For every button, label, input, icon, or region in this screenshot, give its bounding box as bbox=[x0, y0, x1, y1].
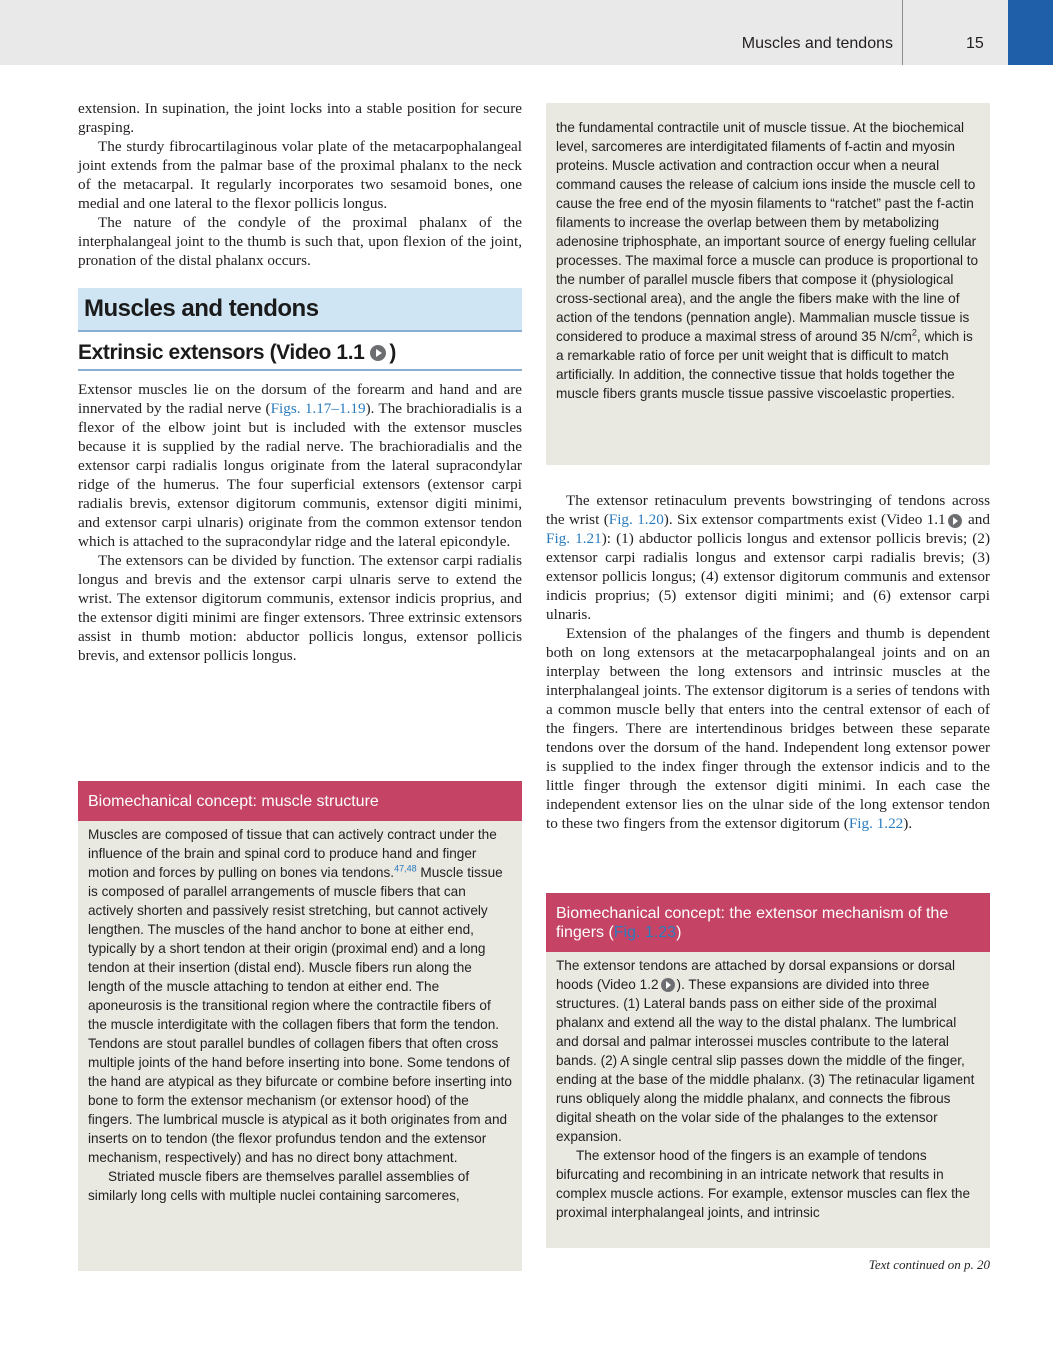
text-span: Extensor muscles lie on the dorsum of the forearm and hand and are innervated by the radial nerve ( bbox=[78, 381, 522, 417]
concept-box-body bbox=[546, 114, 990, 411]
paragraph bbox=[556, 956, 980, 1146]
text-span: Muscle tissue is composed of parallel arrangements of muscle fibers that can actively shorten and passively resist stretching, but cannot actively lengthen. The muscles of the hand anchor to bone at either end, typically by a short tendon at their origin (proximal end) and a long tendon at their insertion (distal end). Muscle fibers run along the length of the muscle attaching to tendon at either end. The aponeurosis is the transitional region where the contractile fibers of the muscle interdigitate with the collagen fibers that form the tendon. Tendons are stout parallel bundles of collagen fibers that often cross multiple joints of the hand before inserting into bone. Some tendons of the hand are atypical as they bifurcate or combine before inserting into bone to form the extensor mechanism (or extensor hood) of the fingers. The lumbrical muscle is atypical as it both originates from and inserts on to tendon (the flexor profundus tendon and the extensor mechanism, respectively) and has no direct bony attachment. bbox=[88, 865, 512, 1165]
superscript: 2 bbox=[911, 327, 917, 338]
paragraph bbox=[556, 118, 980, 403]
paragraph: The sturdy fibrocartilaginous volar plate of the metacarpophalangeal joint extends from the palmar base of the proximal phalanx to the neck of the metacarpal. It regularly incorporates two sesamoid bones, one medial and one lateral to the flexor pollicis longus. bbox=[78, 138, 522, 212]
sub-heading-close: ) bbox=[389, 341, 397, 364]
header-divider bbox=[902, 0, 903, 65]
figure-link[interactable]: Fig. 1.21 bbox=[546, 530, 602, 547]
continued-note: Text continued on p. 20 bbox=[868, 1257, 990, 1272]
paragraph: Striated muscle fibers are themselves parallel assemblies of similarly long cells with multiple nuclei containing sarcomeres, bbox=[88, 1169, 470, 1203]
running-header bbox=[0, 0, 1053, 65]
concept-box-title: Biomechanical concept: muscle structure bbox=[78, 781, 522, 821]
video-play-icon[interactable] bbox=[370, 345, 386, 361]
concept-box-title bbox=[546, 893, 990, 952]
page-number: 15 bbox=[966, 35, 984, 52]
concept-box-muscle-structure-continued bbox=[546, 103, 990, 465]
text-span: , which is a remarkable ratio of force per unit weight that is difficult to match artificially. In addition, the connective tissue that holds together the muscle fibers grants muscle tissue passive viscoelastic properties. bbox=[556, 329, 973, 401]
text-span: and bbox=[963, 511, 990, 528]
text-span: Muscles are composed of tissue that can actively contract under the influence of the brain and spinal cord to produce hand and finger motion and forces by pulling on bones via tendons. bbox=[88, 827, 497, 880]
figure-link[interactable]: Figs. 1.17–1.19 bbox=[270, 400, 366, 417]
concept-box-muscle-structure bbox=[78, 781, 522, 1271]
text-span: ). Six extensor compartments exist (Video 1.1 bbox=[663, 511, 946, 528]
paragraph bbox=[78, 380, 522, 551]
paragraph bbox=[546, 624, 990, 833]
text-span: ) bbox=[676, 924, 682, 941]
reference-superscript[interactable]: 47,48 bbox=[394, 863, 417, 874]
concept-box-extensor-mechanism bbox=[546, 893, 990, 1248]
concept-box-body bbox=[546, 952, 990, 1230]
text-span: Extension of the phalanges of the fingers and thumb is dependent both on long extensors at the metacarpophalangeal joints and on an interplay between the long extensors and intrinsic muscles at the interphalangeal joints. The extensor digitorum is a series of tendons with a common muscle belly that enters into the central extensor of each of the fingers. There are intertendinous bridges between these separate tendons over the dorsum of the hand. Independent long extensor power is supplied to the index finger through the extensor indicis and to the little finger through the extensor digiti minimi. In each case the independent extensor lies on the ulnar side of the long extensor tendon to these two fingers from the extensor digitorum ( bbox=[546, 625, 990, 832]
video-play-icon[interactable] bbox=[948, 514, 962, 528]
running-title: Muscles and tendons bbox=[741, 35, 893, 52]
section-heading: Muscles and tendons bbox=[78, 288, 522, 332]
text-span: the fundamental contractile unit of muscle tissue. At the biochemical level, sarcomeres are interdigitated filaments of f-actin and myosin proteins. Muscle activation and contraction occur when a neural command causes the release of calcium ions inside the muscle cell to cause the free end of the myosin filaments to “ratchet” past the f-actin filaments to increase the overlap between them by metabolizing adenosine triphosphate, an important source of energy fueling cellular processes. The maximal force a muscle can produce is proportional to the number of parallel muscle fibers that compose it (physiological cross-sectional area), and the angle the fibers make with the line of action of the tendons (pennation angle). Mammalian muscle tissue is considered to produce a maximal stress of around 35 N/cm bbox=[556, 120, 979, 344]
sub-heading bbox=[78, 339, 522, 371]
text-span: The extensor tendons are attached by dorsal expansions or dorsal hoods (Video 1.2 bbox=[556, 958, 955, 992]
paragraph: The nature of the condyle of the proximal phalanx of the interphalangeal joint to the thumb is such that, upon flexion of the joint, pronation of the distal phalanx occurs. bbox=[78, 214, 522, 269]
paragraph bbox=[88, 825, 512, 1167]
figure-link[interactable]: Fig. 1.22 bbox=[848, 815, 904, 832]
intro-text bbox=[78, 99, 522, 270]
right-column bbox=[546, 491, 990, 833]
text-span: The extensor retinaculum prevents bowstringing of tendons across the wrist ( bbox=[546, 492, 990, 528]
extensor-text bbox=[78, 380, 522, 665]
video-play-icon[interactable] bbox=[661, 978, 675, 992]
figure-link[interactable]: Fig. 1.20 bbox=[608, 511, 664, 528]
sub-heading-text: Extrinsic extensors (Video 1.1 bbox=[78, 341, 365, 364]
paragraph: extension. In supination, the joint locks into a stable position for secure grasping. bbox=[78, 100, 522, 136]
text-span: ): (1) abductor pollicis longus and extensor pollicis brevis; (2) extensor carpi radialis longus and extensor carpi radialis brevis; (3) extensor pollicis longus; (4) extensor digitorum communis and extensor indicis proprius; (5) extensor digiti minimi; and (6) extensor carpi ulnaris. bbox=[546, 530, 991, 623]
text-span: Biomechanical concept: the extensor mechanism of the fingers ( bbox=[556, 905, 949, 941]
text-span: ). These expansions are divided into three structures. (1) Lateral bands pass on either side of the proximal phalanx and extend all the way to the distal phalanx. The lumbrical and dorsal and palmar interossei muscles contribute to the lateral bands. (2) A single central slip passes down the middle of the finger, ending at the base of the middle phalanx. (3) The retinacular ligament runs obliquely along the middle phalanx, and connects the fibrous digital sheath on the volar side of the phalanges to the extensor expansion. bbox=[556, 977, 975, 1144]
text-span: ). bbox=[903, 815, 913, 832]
text-span: ). The brachioradialis is a flexor of the elbow joint but is included with the extensor muscles because it is supplied by the radial nerve. The brachioradialis and the extensor carpi radialis longus originate from the lateral supracondylar ridge of the humerus. The four superficial extensors (extensor carpi radialis brevis, extensor digitorum communis, extensor digiti minimi, and extensor carpi ulnaris) originate from the common extensor tendon which is attached to the supracondylar ridge and the lateral epicondyle. bbox=[78, 400, 522, 550]
paragraph: The extensors can be divided by function. The extensor carpi radialis longus and brevis and the extensor carpi ulnaris serve to extend the wrist. The extensor digitorum communis, extensor indicis proprius, and the extensor digiti minimi are finger extensors. Three extrinsic extensors assist in thumb motion: abductor pollicis longus, extensor pollicis brevis, and extensor pollicis longus. bbox=[78, 552, 522, 664]
paragraph bbox=[546, 491, 990, 624]
paragraph: The extensor hood of the fingers is an example of tendons bifurcating and recombining in an intricate network that results in complex muscle actions. For example, extensor muscles can flex the proximal interphalangeal joints, and intrinsic bbox=[556, 1148, 971, 1220]
left-column bbox=[78, 99, 522, 665]
concept-box-body bbox=[78, 821, 522, 1213]
figure-link[interactable]: Fig. 1.23 bbox=[613, 924, 677, 941]
chapter-tab bbox=[1008, 0, 1053, 65]
